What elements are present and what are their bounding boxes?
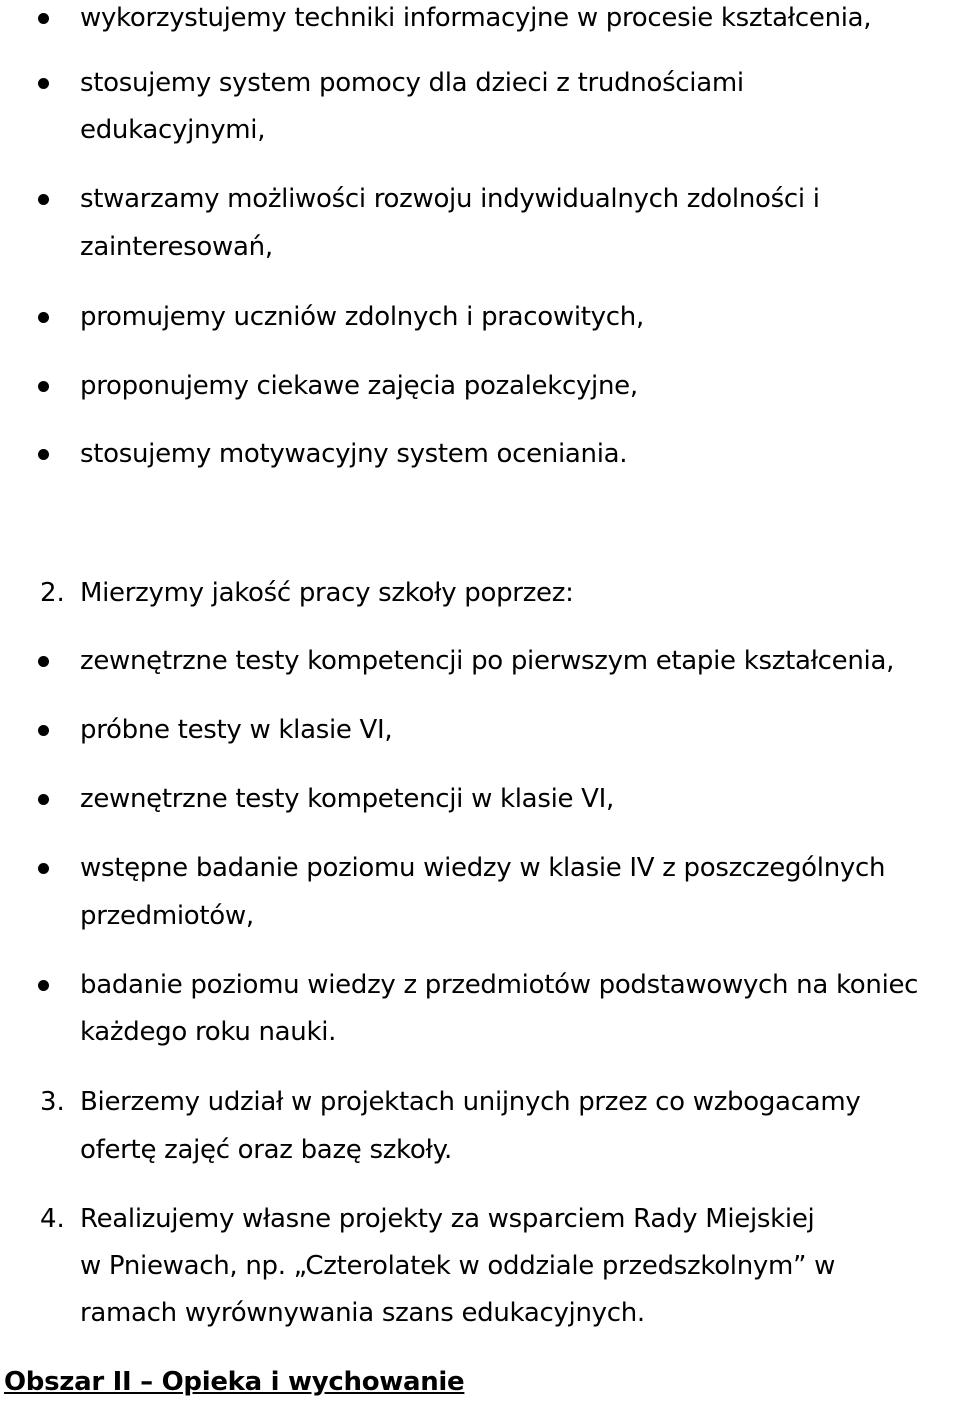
list-item-continuation: zainteresowań,: [80, 232, 273, 262]
bullet-icon: [38, 312, 49, 323]
section-text-continuation: ofertę zajęć oraz bazę szkoły.: [80, 1135, 452, 1165]
list-item: zewnętrzne testy kompetencji po pierwszym etapie kształcenia,: [80, 646, 895, 676]
list-item: stosujemy system pomocy dla dzieci z trudnościami: [80, 68, 744, 98]
list-item: badanie poziomu wiedzy z przedmiotów podstawowych na koniec: [80, 970, 919, 1000]
bullet-icon: [38, 449, 49, 460]
list-item: próbne testy w klasie VI,: [80, 715, 393, 745]
bullet-icon: [38, 794, 49, 805]
section-text-continuation: w Pniewach, np. „Czterolatek w oddziale przedszkolnym” w: [80, 1251, 836, 1281]
bullet-icon: [38, 725, 49, 736]
section-text-continuation: ramach wyrównywania szans edukacyjnych.: [80, 1298, 645, 1328]
section-title: Mierzymy jakość pracy szkoły poprzez:: [80, 578, 574, 608]
section-text: Bierzemy udział w projektach unijnych przez co wzbogacamy: [80, 1087, 861, 1117]
list-item: promujemy uczniów zdolnych i pracowitych,: [80, 302, 644, 332]
section-heading: Obszar II – Opieka i wychowanie: [4, 1367, 465, 1397]
bullet-icon: [38, 194, 49, 205]
list-item: wstępne badanie poziomu wiedzy w klasie IV z poszczególnych: [80, 853, 886, 883]
section-text: Realizujemy własne projekty za wsparciem Rady Miejskiej: [80, 1204, 815, 1234]
bullet-icon: [38, 656, 49, 667]
section-number: 3.: [40, 1087, 65, 1117]
list-item: proponujemy ciekawe zajęcia pozalekcyjne,: [80, 371, 638, 401]
list-item-continuation: edukacyjnymi,: [80, 115, 266, 145]
list-item-continuation: każdego roku nauki.: [80, 1017, 337, 1047]
bullet-icon: [38, 78, 49, 89]
list-item: stwarzamy możliwości rozwoju indywidualnych zdolności i: [80, 184, 820, 214]
list-item-continuation: przedmiotów,: [80, 901, 254, 931]
bullet-icon: [38, 381, 49, 392]
section-number: 2.: [40, 578, 65, 608]
list-item: wykorzystujemy techniki informacyjne w procesie kształcenia,: [80, 3, 872, 33]
bullet-icon: [38, 13, 49, 24]
bullet-icon: [38, 863, 49, 874]
list-item: zewnętrzne testy kompetencji w klasie VI,: [80, 784, 614, 814]
bullet-icon: [38, 980, 49, 991]
list-item: stosujemy motywacyjny system oceniania.: [80, 439, 628, 469]
section-number: 4.: [40, 1204, 65, 1234]
